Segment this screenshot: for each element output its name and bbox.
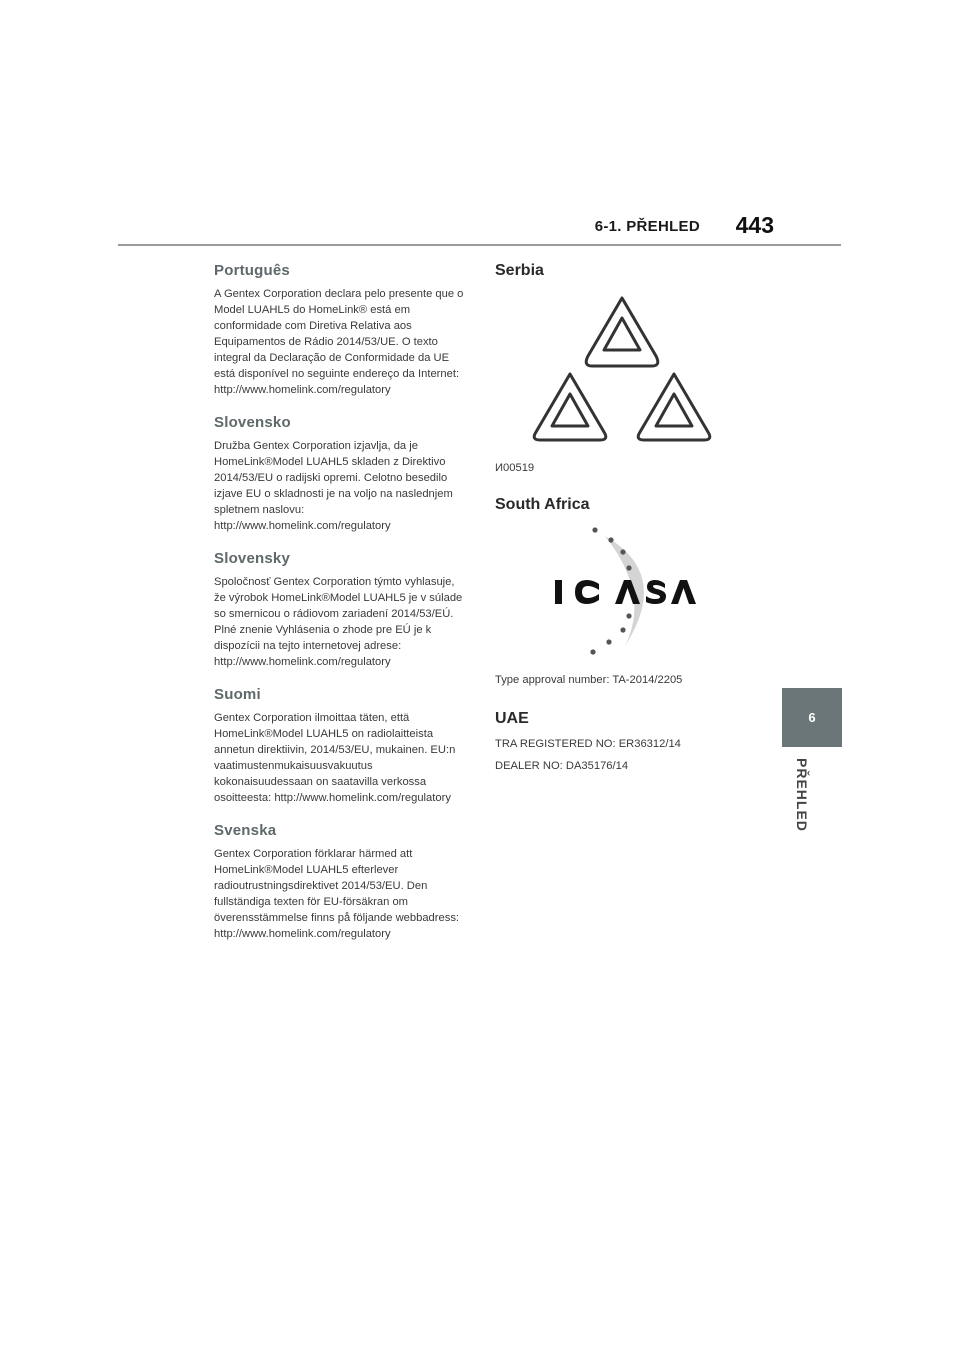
chapter-number: 6 bbox=[808, 710, 816, 725]
type-approval-number: Type approval number: TA-2014/2205 bbox=[495, 674, 683, 686]
section-heading-slovensko: Slovensko bbox=[214, 414, 291, 431]
heading-south-africa: South Africa bbox=[495, 496, 590, 513]
left-column bbox=[214, 262, 468, 958]
serbia-code: И00519 bbox=[495, 462, 535, 474]
section-text-portugues: A Gentex Corporation declara pelo presente que o Model LUAHL5 do HomeLink® está em conformidade com Diretiva Relativa aos Equipamentos de Rádio 2014/53/UE. O texto integral da Declaração de Conformidade da UE está disponível no seguinte endereço da Internet: http://www.homelink.com/regulatory bbox=[214, 288, 464, 396]
section-text-slovensko: Družba Gentex Corporation izjavlja, da je HomeLink®Model LUAHL5 skladen z Direktivo 2014/53/EU o radijski opremi. Celotno besedilo izjave EU o skladnosti je na voljo na naslednjem spletnem naslovu: http://www.homelink.com/regulatory bbox=[214, 440, 453, 532]
heading-uae: UAE bbox=[495, 710, 529, 727]
section-text-suomi: Gentex Corporation ilmoittaa täten, että HomeLink®Model LUAHL5 on radiolaitteista annetun direktiivin, 2014/53/EU, mukainen. EU:n vaatimustenmukaisuusvakuutus kokonaisuudessaan on saatavilla verkossa osoitteesta: http://www.homelink.com/regulatory bbox=[214, 712, 456, 804]
section-text-svenska: Gentex Corporation förklarar härmed att HomeLink®Model LUAHL5 efterlever radioutrustningsdirektivet 2014/53/EU. Den fullständiga texten för EU-försäkran om överensstämmelse finns på följande webbadress: http://www.homelink.com/regulatory bbox=[214, 848, 460, 940]
chapter-tab bbox=[782, 688, 842, 747]
section-title: 6-1. PŘEHLED bbox=[594, 218, 700, 235]
section-heading-svenska: Svenska bbox=[214, 822, 277, 839]
triangle-mark-icon bbox=[530, 294, 714, 442]
serbia-certification-logo bbox=[530, 294, 714, 442]
section-heading-slovensky: Slovensky bbox=[214, 550, 291, 567]
header-divider bbox=[118, 244, 841, 246]
page-header bbox=[560, 214, 840, 244]
icasa-logo bbox=[543, 524, 705, 658]
chapter-label: PŘEHLED bbox=[794, 758, 810, 832]
uae-dealer-no: DEALER NO: DA35176/14 bbox=[495, 760, 629, 772]
section-heading-suomi: Suomi bbox=[214, 686, 261, 703]
section-heading-portugues: Português bbox=[214, 262, 290, 279]
heading-serbia: Serbia bbox=[495, 262, 544, 279]
uae-registered-no: TRA REGISTERED NO: ER36312/14 bbox=[495, 738, 681, 750]
page-number: 443 bbox=[735, 212, 774, 238]
section-text-slovensky: Spoločnosť Gentex Corporation týmto vyhlasuje, že výrobok HomeLink®Model LUAHL5 je v súlade so smernicou o rádiovom zariadení 2014/53/EÚ. Plné znenie Vyhlásenia o zhode pre EÚ je k dispozícii na tejto internetovej adrese: http://www.homelink.com/regulatory bbox=[214, 576, 463, 668]
icasa-emblem-icon bbox=[543, 524, 705, 658]
